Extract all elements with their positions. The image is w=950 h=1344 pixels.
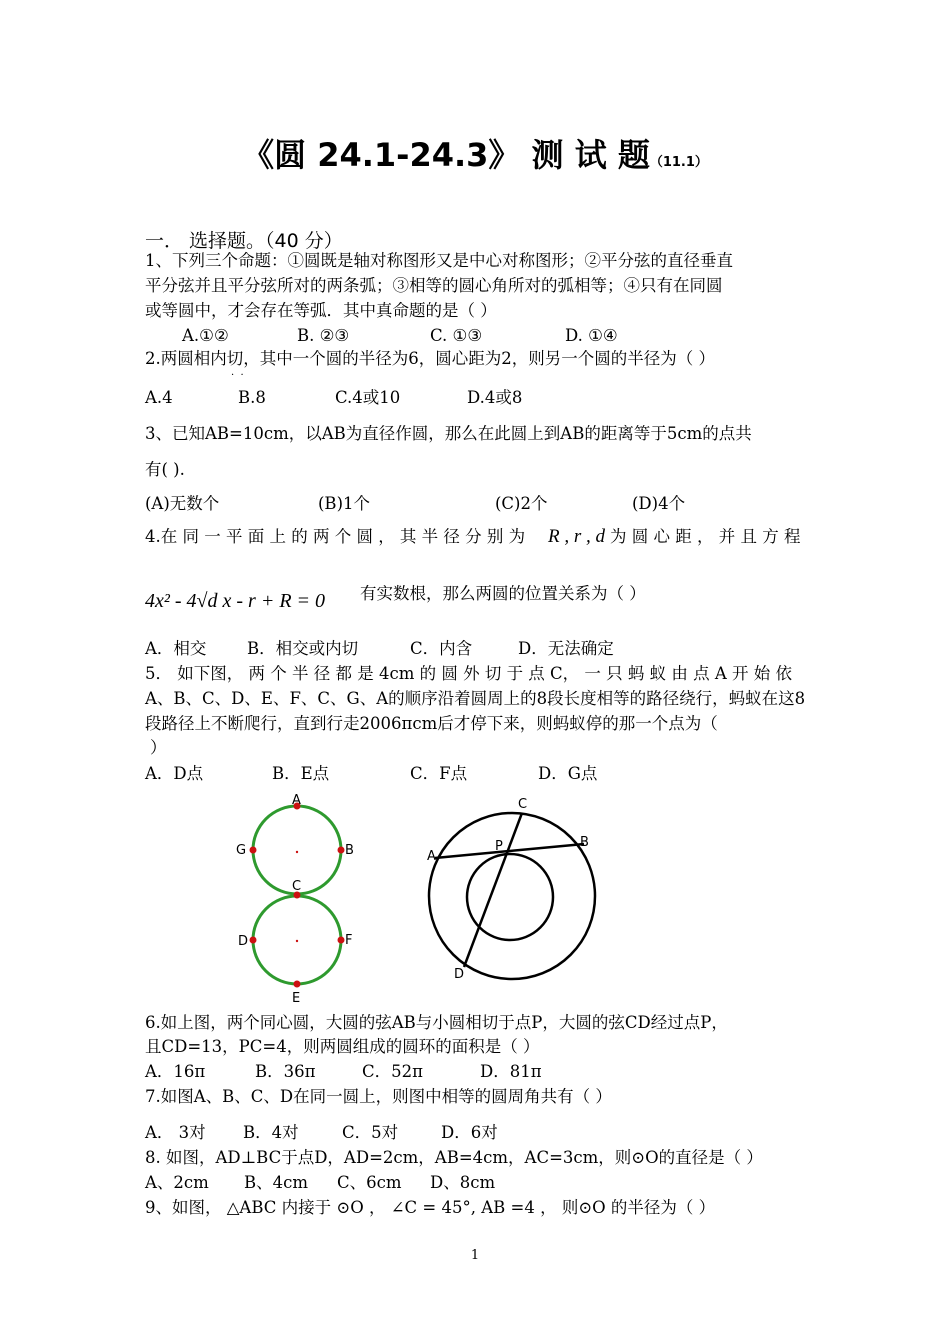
q1-line-2: 平分弦并且平分弦所对的两条弧；③相等的圆心角所对的弧相等；④只有在同圆 bbox=[145, 276, 723, 295]
q5-line-2: A、B、C、D、E、F、C、G、A的顺序沿着圆周上的8段长度相等的路径绕行，蚂蚁在这8 bbox=[145, 689, 806, 708]
label-f: F bbox=[345, 933, 353, 948]
q5-line-4: ） bbox=[150, 738, 167, 757]
point-f bbox=[338, 937, 345, 944]
point-d bbox=[250, 937, 257, 944]
label-g: G bbox=[236, 843, 247, 858]
page-title bbox=[0, 130, 950, 176]
q8-option-c: C、6cm bbox=[337, 1173, 402, 1192]
q2-option-d: D.4或8 bbox=[467, 388, 523, 407]
q4-option-c: C．内含 bbox=[410, 639, 473, 658]
q7-option-d: D．6对 bbox=[441, 1123, 498, 1142]
q7-stem: 7.如图A、B、C、D在同一圆上，则图中相等的圆周角共有（ ） bbox=[145, 1087, 612, 1106]
q5-option-a: A．D点 bbox=[145, 764, 204, 783]
q4-line-1b: 为 圆 心 距 ， 并 且 方 程 bbox=[610, 527, 801, 546]
q4-vars: R , r , d bbox=[548, 526, 605, 547]
q4-option-d: D．无法确定 bbox=[518, 639, 614, 658]
q3-line-1: 3、已知AB=10cm，以AB为直径作圆，那么在此圆上到AB的距离等于5cm的点共 bbox=[145, 424, 752, 443]
q2-option-c: C.4或10 bbox=[335, 388, 401, 407]
label-e: E bbox=[292, 991, 301, 1006]
label-c: C bbox=[292, 879, 302, 894]
point-e bbox=[294, 981, 301, 988]
lower-center-point bbox=[296, 940, 298, 942]
q4-option-a: A．相交 bbox=[145, 639, 207, 658]
q1-line-3: 或等圆中，才会存在等弧．其中真命题的是（ ） bbox=[145, 301, 497, 320]
label-d: D bbox=[238, 934, 249, 949]
point-b bbox=[338, 847, 345, 854]
label-c: C bbox=[518, 797, 528, 812]
q4-line-1a: 4.在 同 一 平 面 上 的 两 个 圆 ， 其 半 径 分 别 为 bbox=[145, 527, 526, 546]
q1-option-c: C. ①③ bbox=[430, 326, 483, 345]
q3-option-d: (D)4个 bbox=[632, 494, 686, 513]
emphasis-dots: · · bbox=[231, 370, 244, 381]
q8-option-d: D、8cm bbox=[430, 1173, 496, 1192]
q8-stem: 8. 如图，AD⊥BC于点D，AD=2cm，AB=4cm，AC=3cm，则⊙O的直径是（ ） bbox=[145, 1148, 763, 1167]
q2-option-b: B.8 bbox=[238, 388, 266, 407]
q5-line-3: 段路径上不断爬行，直到行走2006πcm后才停下来，则蚂蚁停的那一个点为（ bbox=[145, 714, 718, 733]
q4-option-b: B．相交或内切 bbox=[247, 639, 359, 658]
q6-line-2: 且CD=13，PC=4，则两圆组成的圆环的面积是（ ） bbox=[145, 1037, 540, 1056]
chord-cd bbox=[464, 813, 522, 967]
point-g bbox=[250, 847, 257, 854]
q7-option-b: B．4对 bbox=[243, 1123, 299, 1142]
title-main: 《圆 24.1-24.3》 测 试 题 bbox=[242, 136, 650, 174]
q8-option-a: A、2cm bbox=[145, 1173, 209, 1192]
q7-option-c: C．5对 bbox=[342, 1123, 399, 1142]
label-b: B bbox=[345, 843, 354, 858]
q3-option-a: (A)无数个 bbox=[145, 494, 220, 513]
q1-option-d: D. ①④ bbox=[565, 326, 618, 345]
q6-option-d: D．81π bbox=[480, 1062, 542, 1081]
q6-line-1: 6.如上图，两个同心圆，大圆的弦AB与小圆相切于点P，大圆的弦CD经过点P， bbox=[145, 1013, 728, 1032]
label-p: P bbox=[495, 839, 503, 854]
q6-option-c: C．52π bbox=[362, 1062, 423, 1081]
label-a: A bbox=[292, 793, 301, 808]
page-number: 1 bbox=[470, 1248, 480, 1263]
q6-option-b: B．36π bbox=[255, 1062, 316, 1081]
q5-option-b: B．E点 bbox=[272, 764, 330, 783]
label-d: D bbox=[454, 967, 465, 982]
figure-concentric-circles bbox=[420, 792, 610, 992]
q5-line-1: 5． 如下图， 两 个 半 径 都 是 4cm 的 圆 外 切 于 点 C， 一 只 蚂 蚁 由 点 A 开 始 依 bbox=[145, 664, 793, 683]
title-sub: （11.1） bbox=[649, 155, 708, 170]
q7-option-a: A． 3对 bbox=[145, 1123, 206, 1142]
q3-option-b: (B)1个 bbox=[318, 494, 370, 513]
q5-option-c: C．F点 bbox=[410, 764, 468, 783]
q4-line-2: 有实数根，那么两圆的位置关系为（ ） bbox=[360, 584, 646, 603]
q1-option-b: B. ②③ bbox=[297, 326, 350, 345]
q4-equation: 4x² - 4√d x - r + R = 0 bbox=[145, 590, 326, 612]
q3-line-2: 有( ). bbox=[145, 460, 185, 479]
label-b: B bbox=[580, 835, 589, 850]
q8-option-b: B、4cm bbox=[244, 1173, 309, 1192]
q3-option-c: (C)2个 bbox=[495, 494, 548, 513]
label-a: A bbox=[427, 849, 436, 864]
q1-line-1: 1、下列三个命题：①圆既是轴对称图形又是中心对称图形；②平分弦的直径垂直 bbox=[145, 251, 733, 270]
q2-option-a: A.4 bbox=[145, 388, 173, 407]
figure-two-tangent-circles bbox=[225, 790, 365, 1010]
q2-stem: 2.两圆相内切，其中一个圆的半径为6，圆心距为2，则另一个圆的半径为（ ） bbox=[145, 349, 715, 368]
q6-option-a: A．16π bbox=[145, 1062, 206, 1081]
q1-option-a: A.①② bbox=[182, 326, 229, 345]
upper-center-point bbox=[296, 851, 298, 853]
q9-stem: 9、如图， △ABC 内接于 ⊙O ， ∠C = 45°, AB =4 ， 则⊙O 的半径为（ ） bbox=[145, 1198, 716, 1217]
section-heading: 一． 选择题。（40 分） bbox=[145, 230, 343, 252]
q5-option-d: D．G点 bbox=[538, 764, 598, 783]
